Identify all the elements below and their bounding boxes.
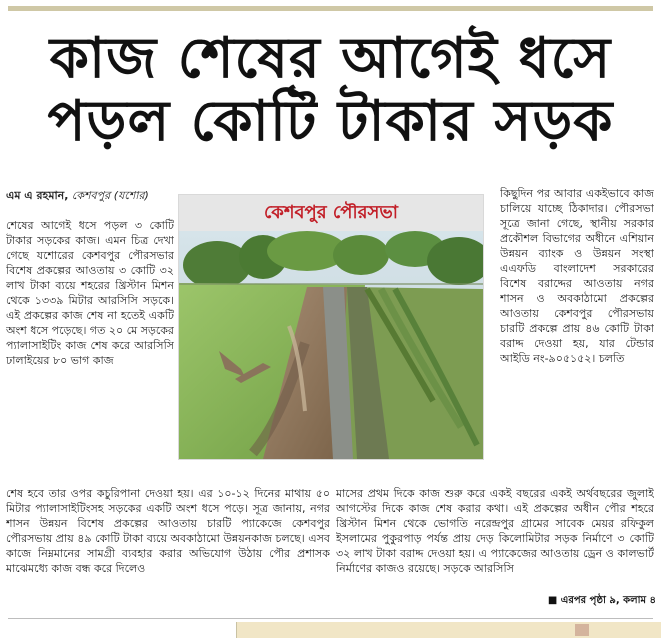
byline-place: কেশবপুর (যশোর) [71,189,149,202]
bottom-strip [8,618,653,638]
headline-line-1: কাজ শেষের আগেই ধসে [49,26,612,91]
bottom-left-text: শেষ হবে তার ওপর কচুরিপানা দেওয়া হয়। এর ১০-১২ দিনের মাথায় ৫০ মিটার প্যালাসাইটিংসহ সড়কের একটি অংশ ধসে পড়ে। সূত্র জানায়, নগর শাসন উন্নয়ন বিশেষ প্রকল্পের আওতায় চারটি প্যাকেজে কেশবপুর পৌরসভায় প্রায় ৪৯ কোটি টাকা ব্যয়ে অবকাঠামো উন্নয়নকাজ চলছে। এসব কাজে নিম্নমানের সামগ্রী ব্যবহার করার অভিযোগ উঠায় পৌর প্রশাসক মাঝেমধ্যে কাজ বন্ধ করে দিলেও [6,487,330,575]
bottom-strip-photo [236,622,661,638]
headline [18,28,643,188]
road-photo [179,231,483,459]
bottom-right-text: মাসের প্রথম দিকে কাজ শুরু করে একই বছরের একই অর্থবছরের জুলাই আগস্টের দিকে কাজ শেষ করার কথা। এই প্রকল্পের অধীন পৌর শহরে খ্রিস্টান মিশন থেকে ভোগতি নরেন্দ্রপুর গ্রামের সাবেক মেয়র রফিকুল ইসলামের পুকুরপাড় পর্যন্ত প্রায় দেড় কিলোমিটার সড়ক নির্মাণে ৩ কোটি ৩২ লাখ টাকা বরাদ্দ দেওয়া হয়। এ প্যাকেজের আওতায় ড্রেন ও কালভার্ট নির্মাণের কাজও রয়েছে। সড়কে আরসিসি [336,487,654,575]
continuation-note: ■ এরপর পৃষ্ঠা ৯, কলাম ৪ [547,595,656,606]
byline [6,188,174,203]
right-column-text: কিছুদিন পর আবার একইভাবে কাজ চালিয়ে যাচ্ছে ঠিকাদার। পৌরসভা সূত্রে জানা গেছে, স্থানীয় সরকার প্রকৌশল বিভাগের অধীনে এশিয়ান উন্নয়ন ব্যাংক ও উন্নয়ন সংস্থা এএফডি বাংলাদেশ সরকারের বিশেষ বরাদ্দের আওতায় নগর শাসন ও অবকাঠামো প্রকল্পের আওতায় কেশবপুর পৌরসভায় চারটি প্রকল্পে প্রায় ৪৬ কোটি টাকা বরাদ্দ দেওয়া হয়, যার টেন্ডার আইডি নং-৯০৫১৫২। চলতি [500,187,654,365]
photo-caption: কেশবপুর পৌরসভা [179,195,483,231]
left-column-text: শেষের আগেই ধসে পড়ল ৩ কোটি টাকার সড়কের কাজ। এমন চিত্র দেখা গেছে যশোরের কেশবপুর পৌরসভার বিশেষ প্রকল্পের আওতায় ৩ কোটি ৩২ লাখ টাকা ব্যয়ে শহরের খ্রিস্টান মিশন থেকে ১৩৩৯ মিটার আরসিসি সড়কে। এই প্রকল্পের কাজ শেষ না হতেই একটি অংশ ধসে পড়েছে। গত ২০ মে সড়কের প্যালাসাইটিং কাজ শেষ করে আরসিসি ঢালাইয়ের ৮০ ভাগ কাজ [6,219,174,367]
bottom-strip-dot [575,624,589,636]
byline-author: এম এ রহমান, [6,189,69,202]
photo-block [178,194,484,460]
top-rule [8,6,653,11]
bottom-strip-text [8,621,138,636]
headline-line-2: পড়ল কোটি টাকার সড়ক [47,88,614,154]
